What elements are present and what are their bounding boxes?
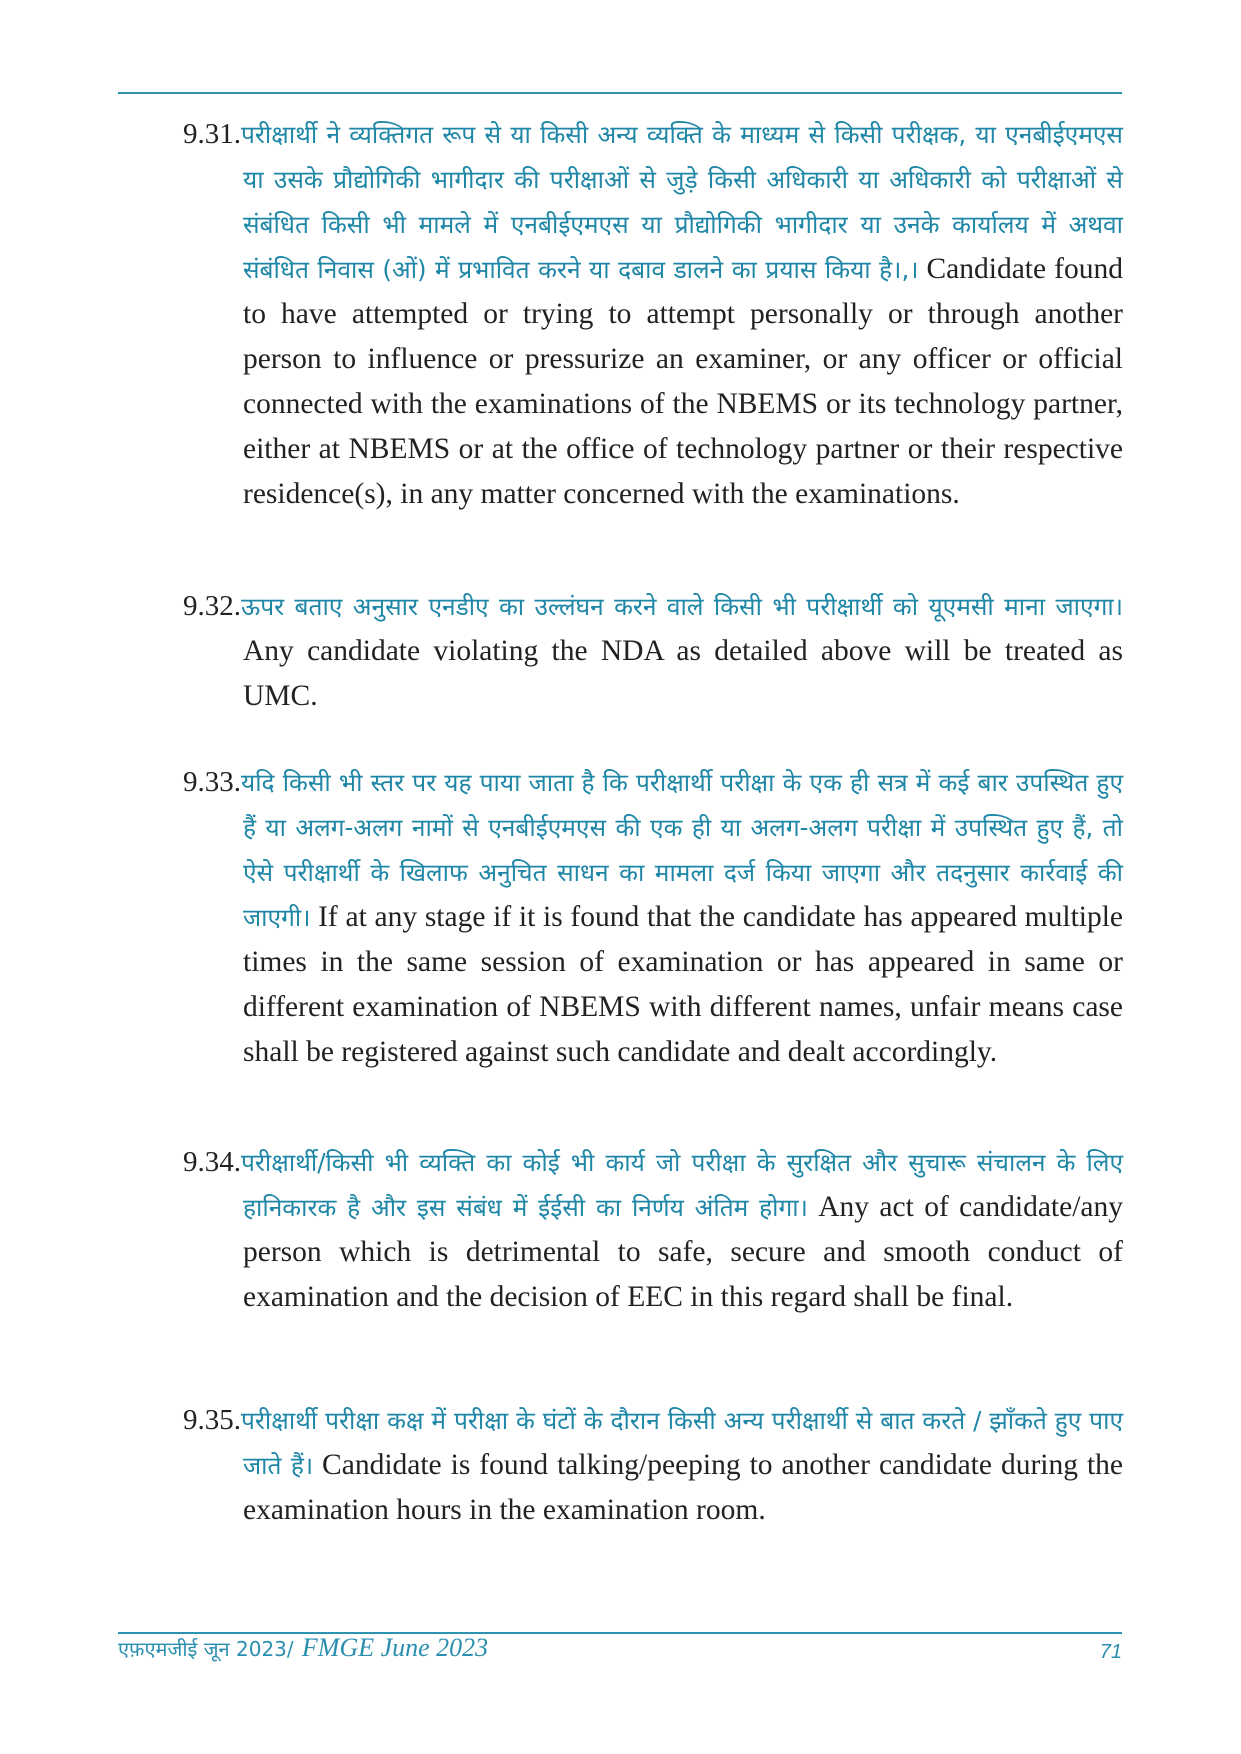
footer-title (118, 1626, 488, 1671)
clause-hindi-text: परीक्षार्थी परीक्षा कक्ष में परीक्षा के घंटों के दौरान किसी अन्य परीक्षार्थी से बात करते / झाँकते हुए पाए जाते हैं। (241, 1406, 1123, 1480)
page-number: 71 (1099, 1641, 1122, 1663)
header-rule (118, 92, 1122, 94)
clause-hindi-text: परीक्षार्थी ने व्यक्तिगत रूप से या किसी अन्य व्यक्ति के माध्यम से किसी परीक्षक, या एनबीईएमएस या उसके प्रौद्योगिकी भागीदार की परीक्षाओं से जुड़े किसी अधिकारी या अधिकारी को परीक्षाओं से संबंधित किसी भी मामले में एनबीईएमएस या प्रौद्योगिकी भागीदार या उनके कार्यालय में अथवा संबंधित निवास (ओं) में प्रभावित करने या दबाव डालने का प्रयास किया है।,। (241, 120, 1123, 284)
clause-number: 9.33. (183, 766, 241, 798)
clause-english-text: Candidate found to have attempted or trying to attempt personally or through another person to influence or pressurize an examiner, or any officer or official connected with the examinations of the NBEMS or its technology partner, either at NBEMS or at the office of technology partner or their respective residence(s), in any matter concerned with the examinations. (243, 253, 1124, 510)
footer-english: FMGE June 2023 (301, 1633, 489, 1662)
clause-english-text: Candidate is found talking/peeping to another candidate during the examination hours in the examination room. (243, 1449, 1123, 1526)
clause-number: 9.34. (183, 1146, 241, 1178)
clause-number: 9.31. (183, 118, 241, 150)
clause-number: 9.35. (183, 1404, 241, 1436)
clause-hindi-text: ऊपर बताए अनुसार एनडीए का उल्लंघन करने वाले किसी भी परीक्षार्थी को यूएमसी माना जाएगा। (241, 592, 1123, 621)
clause-english-text: Any candidate violating the NDA as detailed above will be treated as UMC. (243, 635, 1123, 712)
clause-english-text: If at any stage if it is found that the candidate has appeared multiple times in the same session of examination or has appeared in same or different examination of NBEMS with different names, unfair means case shall be registered against such candidate and dealt accordingly. (243, 901, 1123, 1068)
clause-english-text: Any act of candidate/any person which is detrimental to safe, secure and smooth conduct of examination and the decision of EEC in this regard shall be final. (243, 1191, 1123, 1313)
clause-hindi-text: परीक्षार्थी/किसी भी व्यक्ति का कोई भी कार्य जो परीक्षा के सुरक्षित और सुचारू संचालन के लिए हानिकारक है और इस संबंध में ईईसी का निर्णय अंतिम होगा। (241, 1148, 1123, 1222)
footer-hindi: एफ़एमजीई जून 2023/ (118, 1637, 294, 1661)
clause-hindi-text: यदि किसी भी स्तर पर यह पाया जाता है कि परीक्षार्थी परीक्षा के एक ही सत्र में कई बार उपस्थित हुए हैं या अलग-अलग नामों से एनबीईएमएस की एक ही या अलग-अलग परीक्षा में उपस्थित हुए हैं, तो ऐसे परीक्षार्थी के खिलाफ अनुचित साधन का मामला दर्ज किया जाएगा और तदनुसार कार्रवाई की जाएगी। (241, 768, 1123, 932)
clause-number: 9.32. (183, 590, 241, 622)
